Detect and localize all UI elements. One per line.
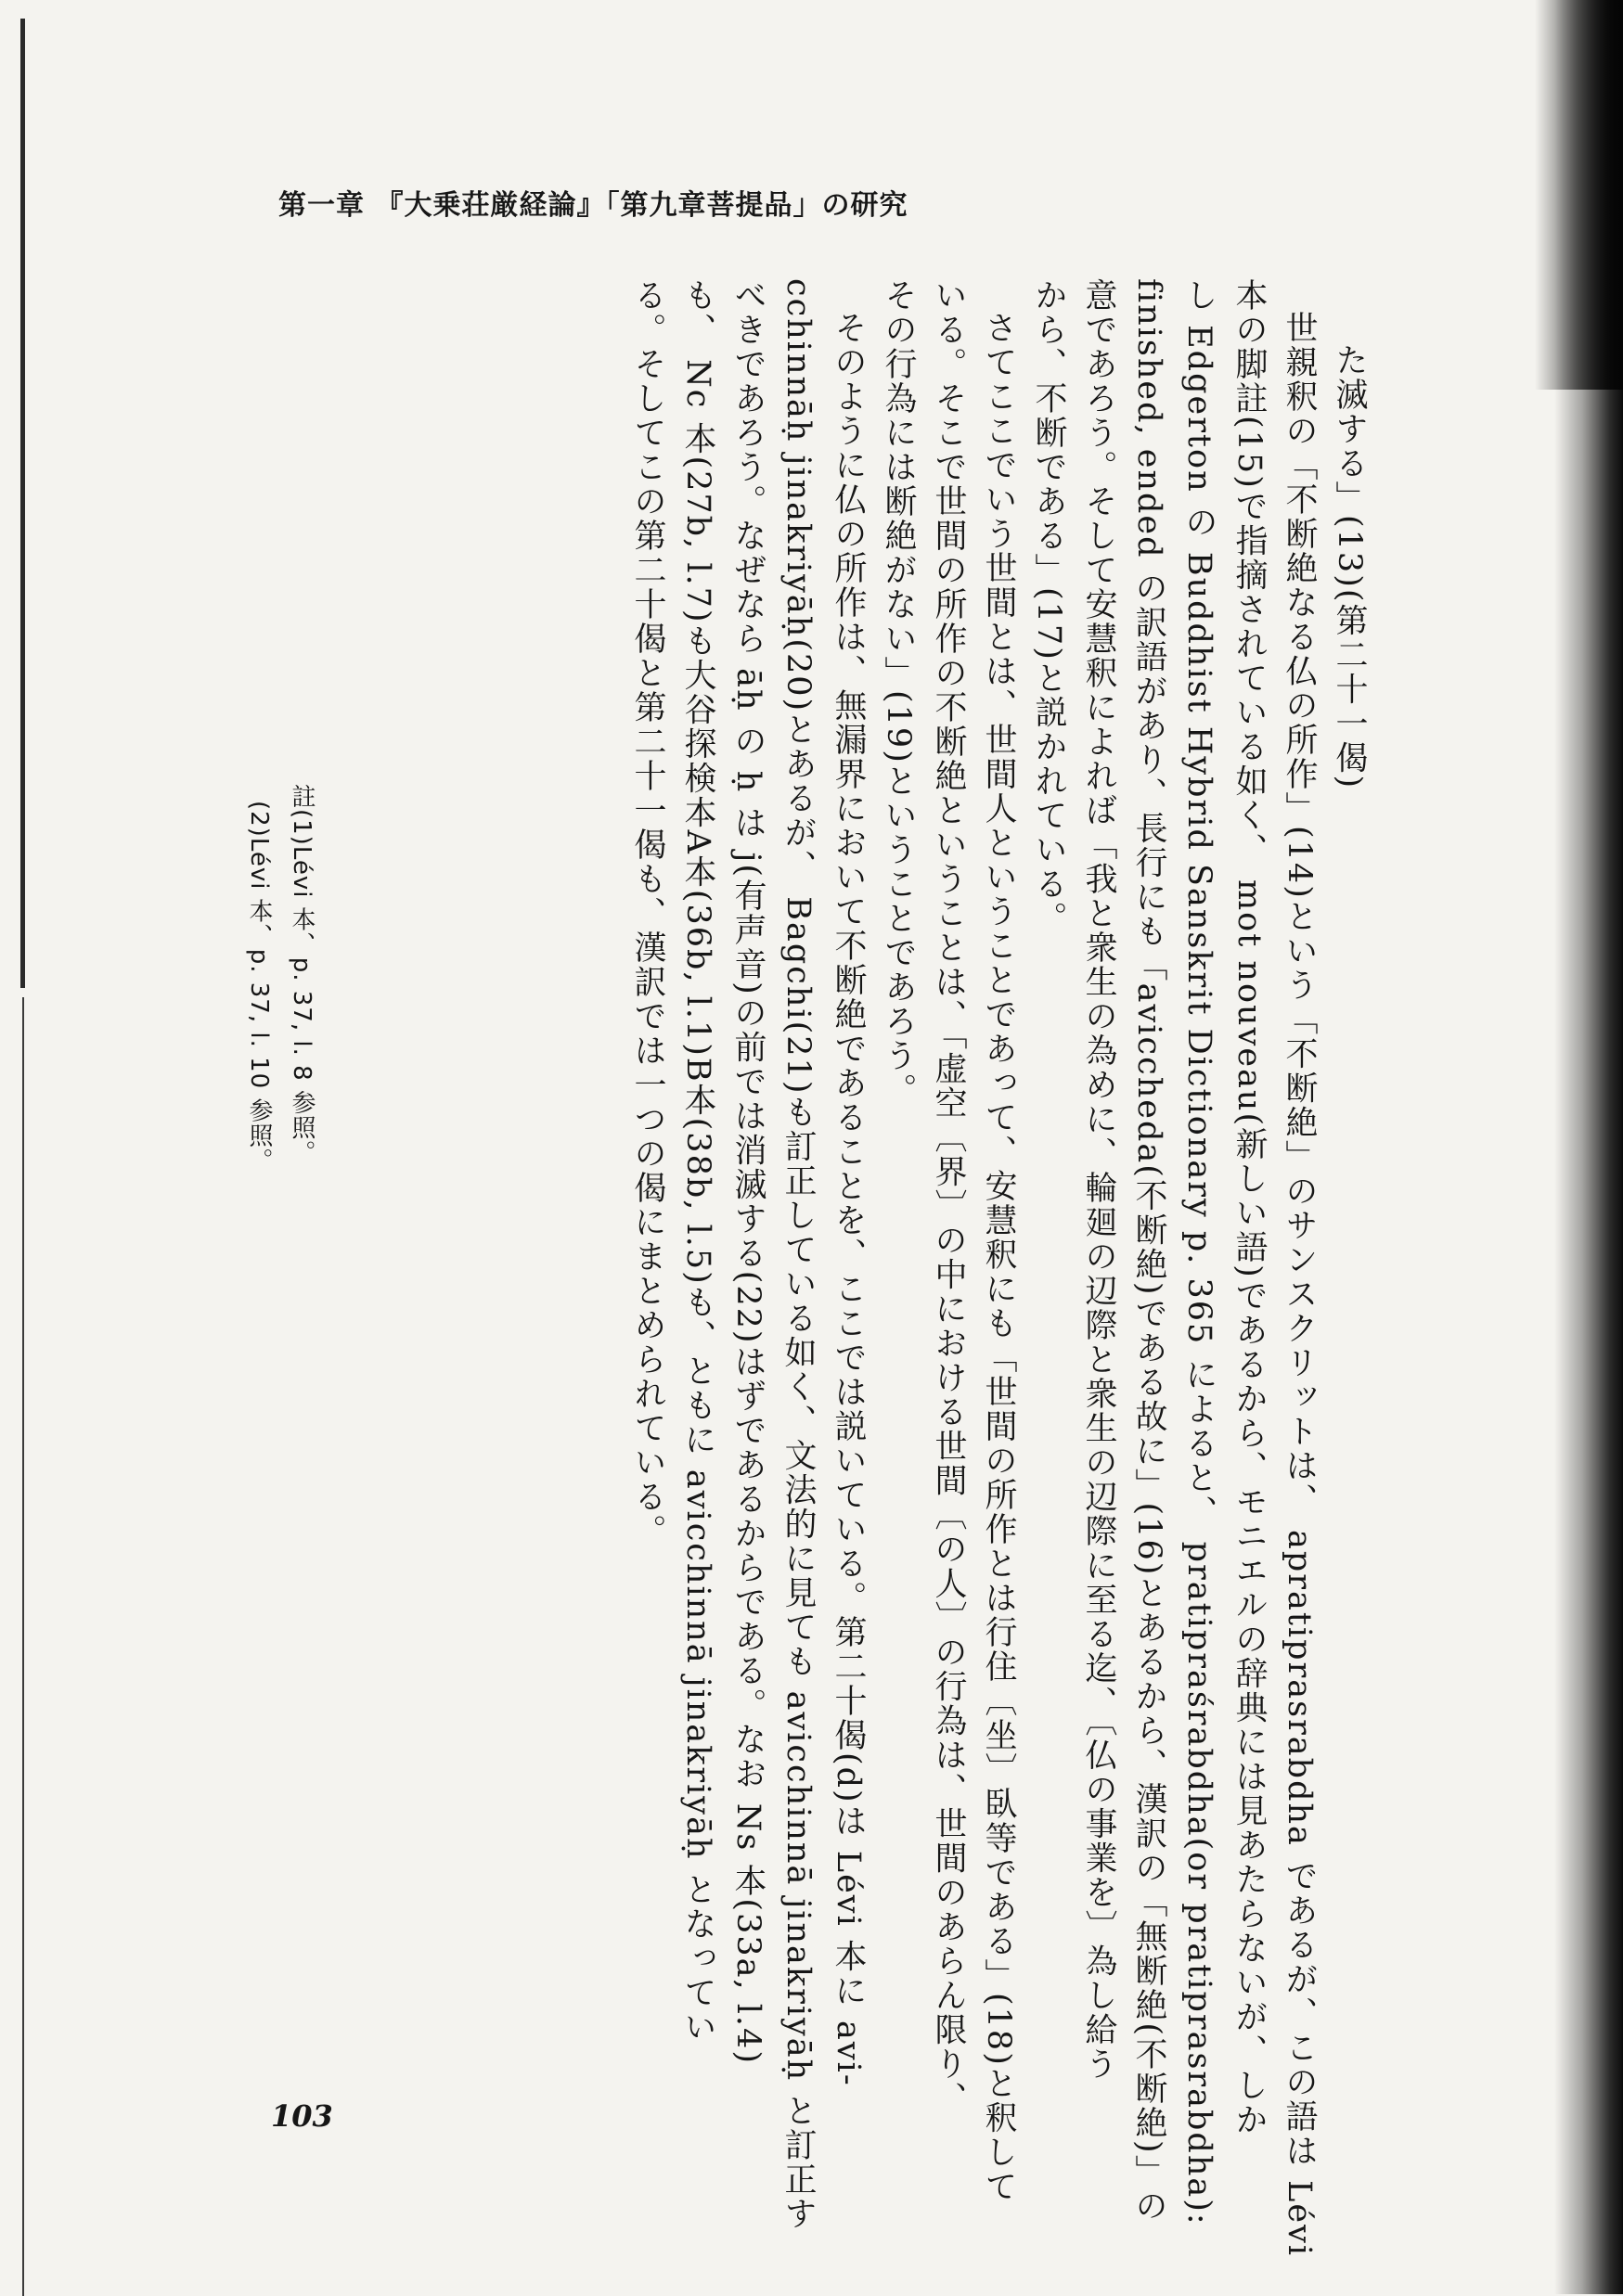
- text-column: いる。そこで世間の所作の不断絶ということは、「虚空〔界〕の中における世間〔の人〕の行為は、世間のあらん限り、: [930, 278, 967, 2116]
- text-column: その行為には断絶がない」(19)ということであろう。: [880, 278, 917, 1108]
- footnote: (2)Lévi 本、p. 37, l. 10 参照。: [245, 801, 273, 1174]
- text-column: そのように仏の所作は、無漏界において不断絶であることを、ここでは説いている。第二十偈(d)は Lévi 本に avi-: [830, 311, 867, 2087]
- text-column: cchinnāḥ jinakriyāḥ(20)とあるが、 Bagchi(21)も訂正している如く、文法的に見ても avicchinnā jinakriyāḥ と訂正す: [779, 278, 817, 2232]
- scan-shadow-right-top: [1535, 0, 1623, 390]
- text-column: 意であろう。そして安慧釈によれば「我と衆生の為めに、輪廻の辺際と衆生の辺際に至る迄、〔仏の事業を〕為し給う: [1080, 278, 1117, 2082]
- scan-edge-left: [20, 19, 25, 988]
- text-column: finished, ended の訳語があり、長行にも「aviccheda(不断絶)である故に」(16)とあるから、漢訳の「無断絶(不断絶)」の: [1130, 278, 1167, 2224]
- text-column: 本の脚註(15)で指摘されている如く、 mot nouveau(新しい語)であるから、モニエルの辞典には見あたらないが、しか: [1230, 278, 1268, 2137]
- running-header: 第一章 『大乗荘厳経論』「第九章菩提品」の研究: [278, 189, 908, 222]
- text-column: さてここでいう世間とは、世間人ということであって、安慧釈にも「世間の所作とは行住〔坐〕臥等である」(18)と釈して: [980, 311, 1017, 2204]
- text-column: も、 Nc 本(27b, l.7)も大谷探検本A本(36b, l.1)B本(38b, l.5)も、ともに avicchinnā jinakriyāḥ となってい: [679, 278, 716, 2045]
- footnotes: [221, 784, 323, 1266]
- text-column: 世親釈の「不断絶なる仏の所作」(14)という「不断絶」のサンスクリットは、 apratiprasrabdha であるが、この語は Lévi: [1281, 311, 1318, 2258]
- text-column: る。そしてこの第二十偈と第二十一偈も、漢訳では一つの偈にまとめられている。: [629, 278, 666, 1548]
- scan-edge-left-lower: [22, 997, 24, 2296]
- text-column: し Edgerton の Buddhist Hybrid Sanskrit Dictionary p. 365 によると、 pratipraśrabdha(or pratiprasrabdha):: [1180, 278, 1217, 2226]
- text-column: べきであろう。なぜなら āḥ の ḥ は j(有声音)の前では消滅する(22)はずであるからである。なお Ns 本(33a, l.4): [729, 278, 766, 2065]
- page-number: 103: [271, 2098, 333, 2134]
- text-column: から、不断である」(17)と説かれている。: [1030, 278, 1067, 936]
- text-column: た滅する」(13)(第二十一偈): [1331, 343, 1368, 790]
- footnote: 註(1)Lévi 本、p. 37, l. 8 参照。: [288, 784, 316, 1165]
